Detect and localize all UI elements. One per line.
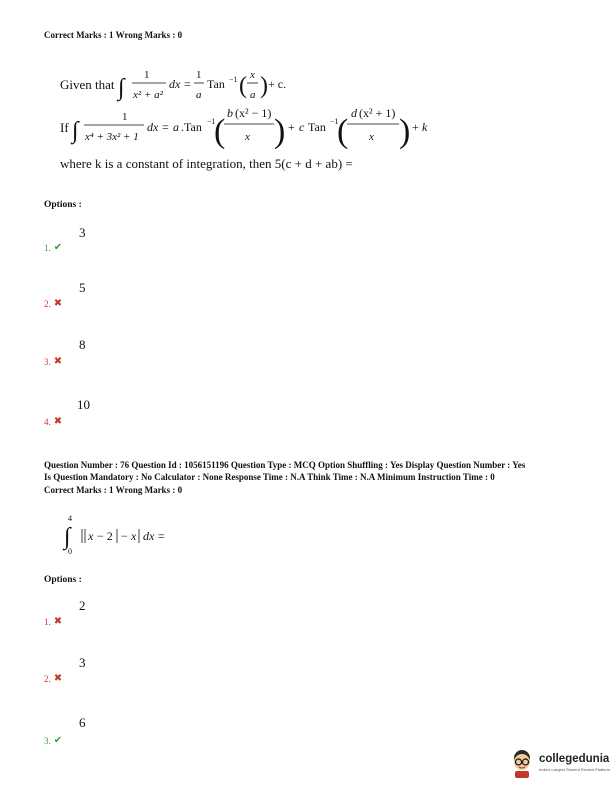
svg-text:x: x — [245, 131, 250, 143]
svg-text:): ) — [260, 73, 268, 99]
svg-text:.Tan: .Tan — [181, 120, 202, 134]
svg-text:− 2: − 2 — [97, 529, 113, 543]
cross-icon: ✖ — [53, 298, 63, 309]
svg-text:−1: −1 — [229, 75, 238, 84]
svg-text:): ) — [399, 113, 411, 150]
svg-text:0: 0 — [68, 547, 72, 556]
brand-tagline: India's Largest Student Review Platform — [539, 766, 611, 772]
option-value[interactable]: 10 — [77, 397, 90, 412]
svg-text:∫: ∫ — [64, 524, 71, 550]
svg-text:x: x — [369, 131, 374, 143]
svg-text:a: a — [250, 89, 256, 101]
option-value[interactable]: 3 — [79, 655, 86, 670]
svg-text:a: a — [196, 89, 202, 101]
question-marks: Correct Marks : 1 Wrong Marks : 0 — [44, 30, 183, 40]
svg-text:dx: dx — [147, 120, 159, 134]
svg-text:a: a — [173, 120, 179, 134]
mascot-icon — [508, 748, 536, 778]
options-label: Options : — [44, 200, 82, 210]
question-marks: Correct Marks : 1 Wrong Marks : 0 — [44, 485, 183, 495]
svg-text:c: c — [299, 120, 305, 134]
svg-text:dx: dx — [143, 529, 155, 543]
svg-text:−: − — [121, 529, 128, 543]
svg-text:−1: −1 — [330, 117, 339, 126]
question-equation-image — [56, 58, 496, 158]
svg-text:x: x — [88, 529, 94, 543]
cross-icon: ✖ — [53, 616, 63, 627]
svg-text:+ c.: + c. — [268, 77, 287, 91]
option-value[interactable]: 5 — [79, 280, 86, 295]
svg-text:): ) — [274, 113, 286, 150]
svg-text:−1: −1 — [207, 117, 216, 126]
svg-text:x: x — [131, 529, 137, 543]
check-icon: ✔ — [53, 242, 63, 253]
option-value[interactable]: 2 — [79, 598, 86, 613]
option-number: 2. ✖ — [44, 673, 63, 684]
svg-text:=: = — [158, 529, 165, 543]
svg-text:∫: ∫ — [118, 75, 125, 101]
option-number: 1. ✖ — [44, 616, 63, 627]
svg-text:=: = — [162, 120, 169, 134]
option-number: 2. ✖ — [44, 298, 63, 309]
option-value[interactable]: 6 — [79, 715, 86, 730]
svg-text:x⁴ + 3x² + 1: x⁴ + 3x² + 1 — [85, 131, 139, 143]
brand-name: collegedunia — [539, 753, 610, 766]
option-number: 1. ✔ — [44, 242, 63, 253]
question-meta: Is Question Mandatory : No Calculator : None Response Time : N.A Think Time : N.A Minimum Instruction Time : 0 — [44, 472, 495, 482]
svg-text:1: 1 — [196, 69, 202, 81]
svg-text:+: + — [412, 120, 419, 134]
svg-text:x: x — [250, 69, 255, 81]
option-number: 4. ✖ — [44, 416, 63, 427]
svg-text:k: k — [422, 120, 428, 134]
svg-text:If: If — [60, 120, 69, 135]
svg-text:Tan: Tan — [308, 120, 326, 134]
question-statement: where k is a constant of integration, then 5(c + d + ab) = — [60, 156, 353, 171]
option-number: 3. ✔ — [44, 735, 63, 746]
svg-text:=: = — [184, 77, 191, 91]
options-label: Options : — [44, 575, 82, 585]
option-value[interactable]: 3 — [79, 225, 86, 240]
svg-text:Given that: Given that — [60, 77, 115, 92]
cross-icon: ✖ — [53, 673, 63, 684]
svg-text:b: b — [227, 106, 233, 120]
cross-icon: ✖ — [53, 416, 63, 427]
svg-text:x² + a²: x² + a² — [133, 89, 163, 101]
svg-text:dx: dx — [169, 77, 181, 91]
svg-text:1: 1 — [144, 69, 150, 81]
brand-logo — [508, 748, 610, 778]
option-number: 3. ✖ — [44, 356, 63, 367]
svg-text:(: ( — [337, 113, 349, 150]
svg-text:(: ( — [214, 113, 226, 150]
svg-text:1: 1 — [122, 111, 128, 123]
cross-icon: ✖ — [53, 356, 63, 367]
question-equation-image — [62, 512, 182, 558]
svg-text:4: 4 — [68, 514, 72, 523]
svg-text:Tan: Tan — [207, 77, 225, 91]
svg-text:(x² − 1): (x² − 1) — [235, 106, 272, 120]
option-value[interactable]: 8 — [79, 337, 86, 352]
question-meta: Question Number : 76 Question Id : 1056151196 Question Type : MCQ Option Shuffling : Yes Display Question Number : Yes — [44, 460, 526, 470]
svg-text:+: + — [288, 120, 295, 134]
svg-text:(x² + 1): (x² + 1) — [359, 106, 396, 120]
svg-text:(: ( — [239, 73, 247, 99]
svg-text:d: d — [351, 106, 357, 120]
check-icon: ✔ — [53, 735, 63, 746]
svg-text:∫: ∫ — [72, 118, 79, 144]
